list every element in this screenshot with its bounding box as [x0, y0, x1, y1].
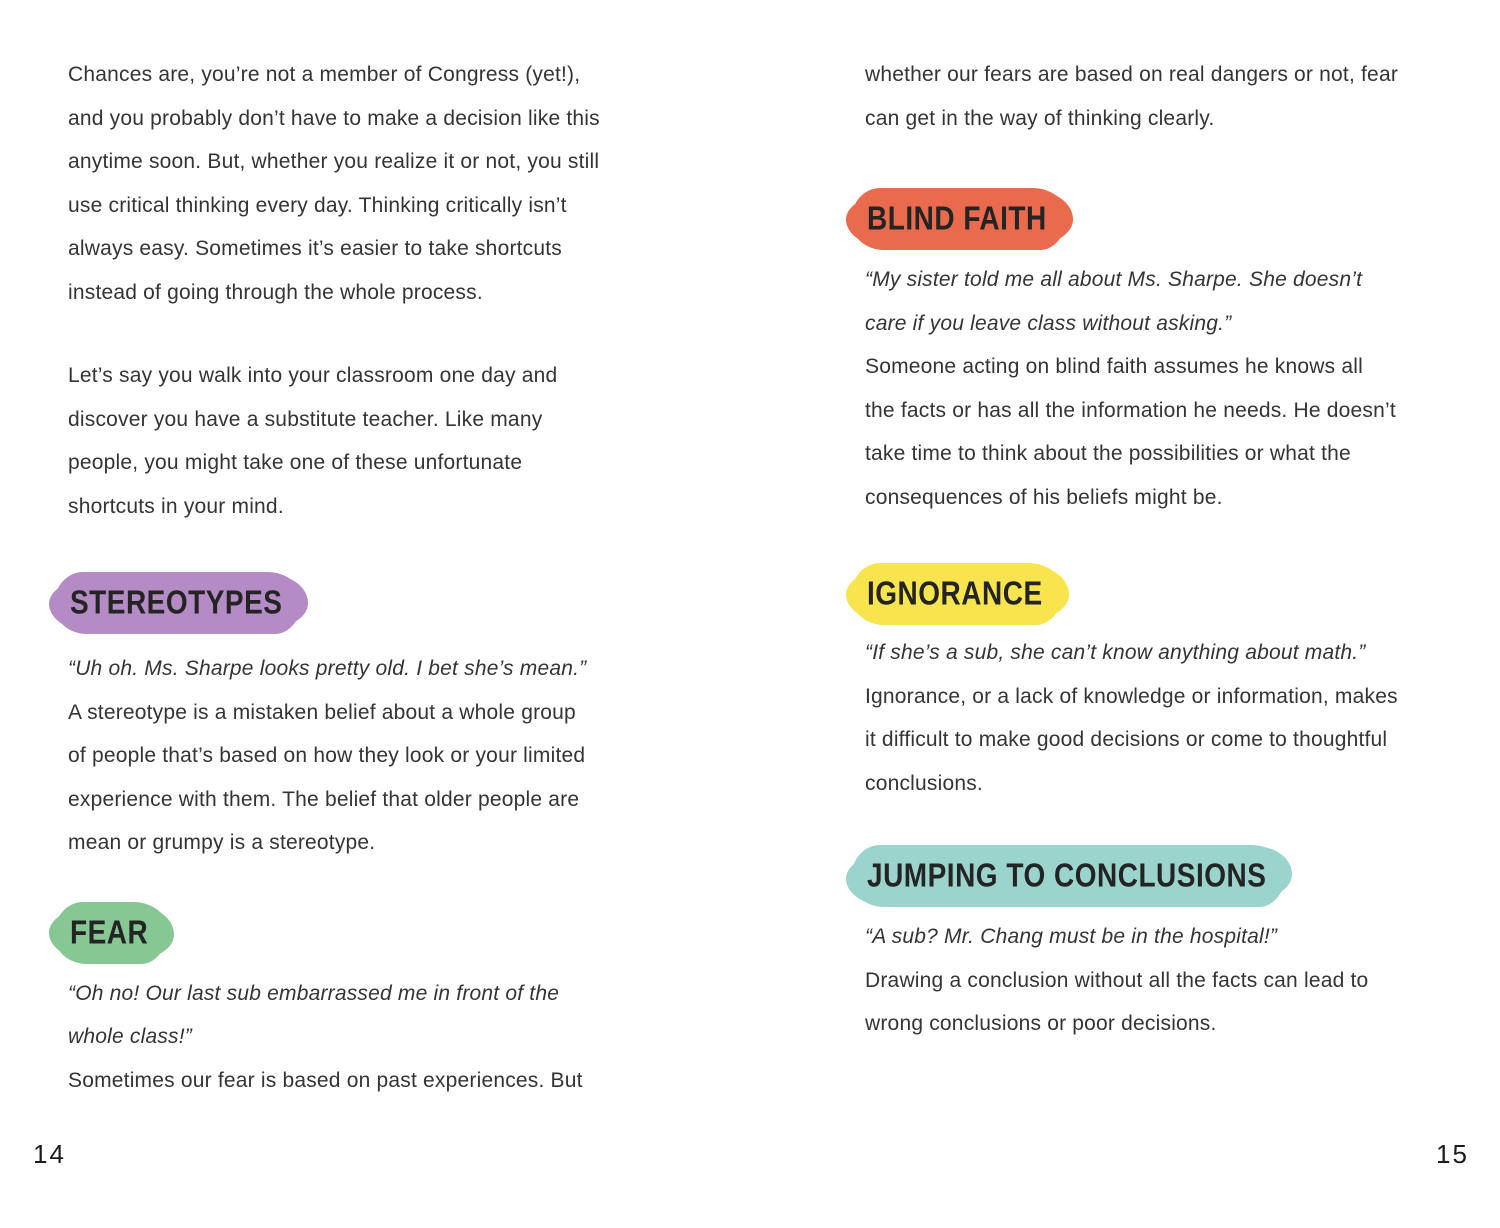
fear-heading: FEAR: [70, 913, 149, 951]
page-number-right: 15: [1436, 1139, 1469, 1169]
text-line: mean or grumpy is a stereotype.: [68, 831, 376, 854]
quote-line: “A sub? Mr. Chang must be in the hospital!”: [865, 925, 1278, 948]
blind-faith-highlight-blob: [851, 188, 1067, 250]
page-left: [68, 53, 634, 1102]
page-number-left: 14: [33, 1139, 66, 1169]
ignorance-highlight-blob: [851, 563, 1063, 625]
quote-line: care if you leave class without asking.”: [865, 311, 1232, 335]
text-line: of people that’s based on how they look or your limited: [68, 744, 586, 767]
text-line: Ignorance, or a lack of knowledge or information, makes: [865, 684, 1398, 708]
quote-line: “Oh no! Our last sub embarrassed me in front of the: [68, 981, 560, 1005]
quote-line: “If she’s a sub, she can’t know anything about math.”: [865, 641, 1366, 664]
page-right: [865, 53, 1455, 1046]
text-line: experience with them. The belief that older people are: [68, 787, 580, 811]
text-line: A stereotype is a mistaken belief about a whole group: [68, 700, 576, 724]
quote-line: “Uh oh. Ms. Sharpe looks pretty old. I bet she’s mean.”: [68, 657, 587, 680]
text-line: take time to think about the possibilities or what the: [865, 442, 1351, 465]
text-line: conclusions.: [865, 771, 983, 795]
intro-paragraph-1: [68, 53, 634, 314]
blind-faith-heading: BLIND FAITH: [867, 200, 1047, 237]
text-line: wrong conclusions or poor decisions.: [865, 1012, 1217, 1035]
section-blind-faith-heading-row: [865, 188, 1455, 250]
text-line: whether our fears are based on real dangers or not, fear: [865, 63, 1399, 86]
section-jumping-text: [865, 915, 1455, 1046]
quote-line: whole class!”: [68, 1025, 192, 1048]
text-line: use critical thinking every day. Thinking critically isn’t: [68, 193, 567, 217]
section-fear-text: [68, 972, 634, 1103]
text-line: discover you have a substitute teacher. Like many: [68, 407, 543, 431]
quote-line: “My sister told me all about Ms. Sharpe. She doesn’t: [865, 268, 1363, 291]
text-line: Let’s say you walk into your classroom one day and: [68, 364, 558, 387]
text-line: the facts or has all the information he needs. He doesn’t: [865, 398, 1396, 422]
text-line: anytime soon. But, whether you realize it or not, you still: [68, 150, 600, 173]
text-line: it difficult to make good decisions or come to thoughtful: [865, 728, 1388, 751]
section-fear-heading-row: [68, 902, 634, 964]
section-jumping-heading-row: [865, 845, 1455, 907]
text-line: consequences of his beliefs might be.: [865, 485, 1223, 509]
stereotypes-heading: STEREOTYPES: [70, 584, 283, 621]
jumping-to-conclusions-heading: JUMPING TO CONCLUSIONS: [867, 857, 1267, 894]
section-blind-faith-text: [865, 258, 1455, 519]
section-ignorance-heading-row: [865, 563, 1455, 625]
text-line: Chances are, you’re not a member of Congress (yet!),: [68, 63, 581, 86]
fear-continuation-paragraph: [865, 53, 1455, 140]
text-line: and you probably don’t have to make a decision like this: [68, 106, 600, 130]
jumping-to-conclusions-highlight-blob: [851, 845, 1286, 907]
section-stereotypes-heading-row: [68, 572, 634, 634]
stereotypes-highlight-blob: [54, 572, 302, 634]
text-line: shortcuts in your mind.: [68, 494, 284, 518]
text-line: Sometimes our fear is based on past experiences. But: [68, 1068, 583, 1092]
text-line: Drawing a conclusion without all the facts can lead to: [865, 968, 1369, 992]
section-stereotypes-text: [68, 647, 634, 865]
ignorance-heading: IGNORANCE: [867, 575, 1043, 612]
fear-highlight-blob: [54, 902, 168, 964]
section-ignorance-text: [865, 631, 1455, 805]
text-line: instead of going through the whole process.: [68, 280, 483, 304]
text-line: people, you might take one of these unfortunate: [68, 451, 523, 474]
text-line: can get in the way of thinking clearly.: [865, 106, 1215, 130]
text-line: Someone acting on blind faith assumes he knows all: [865, 355, 1363, 378]
text-line: always easy. Sometimes it’s easier to take shortcuts: [68, 237, 562, 260]
intro-paragraph-2: [68, 354, 634, 528]
